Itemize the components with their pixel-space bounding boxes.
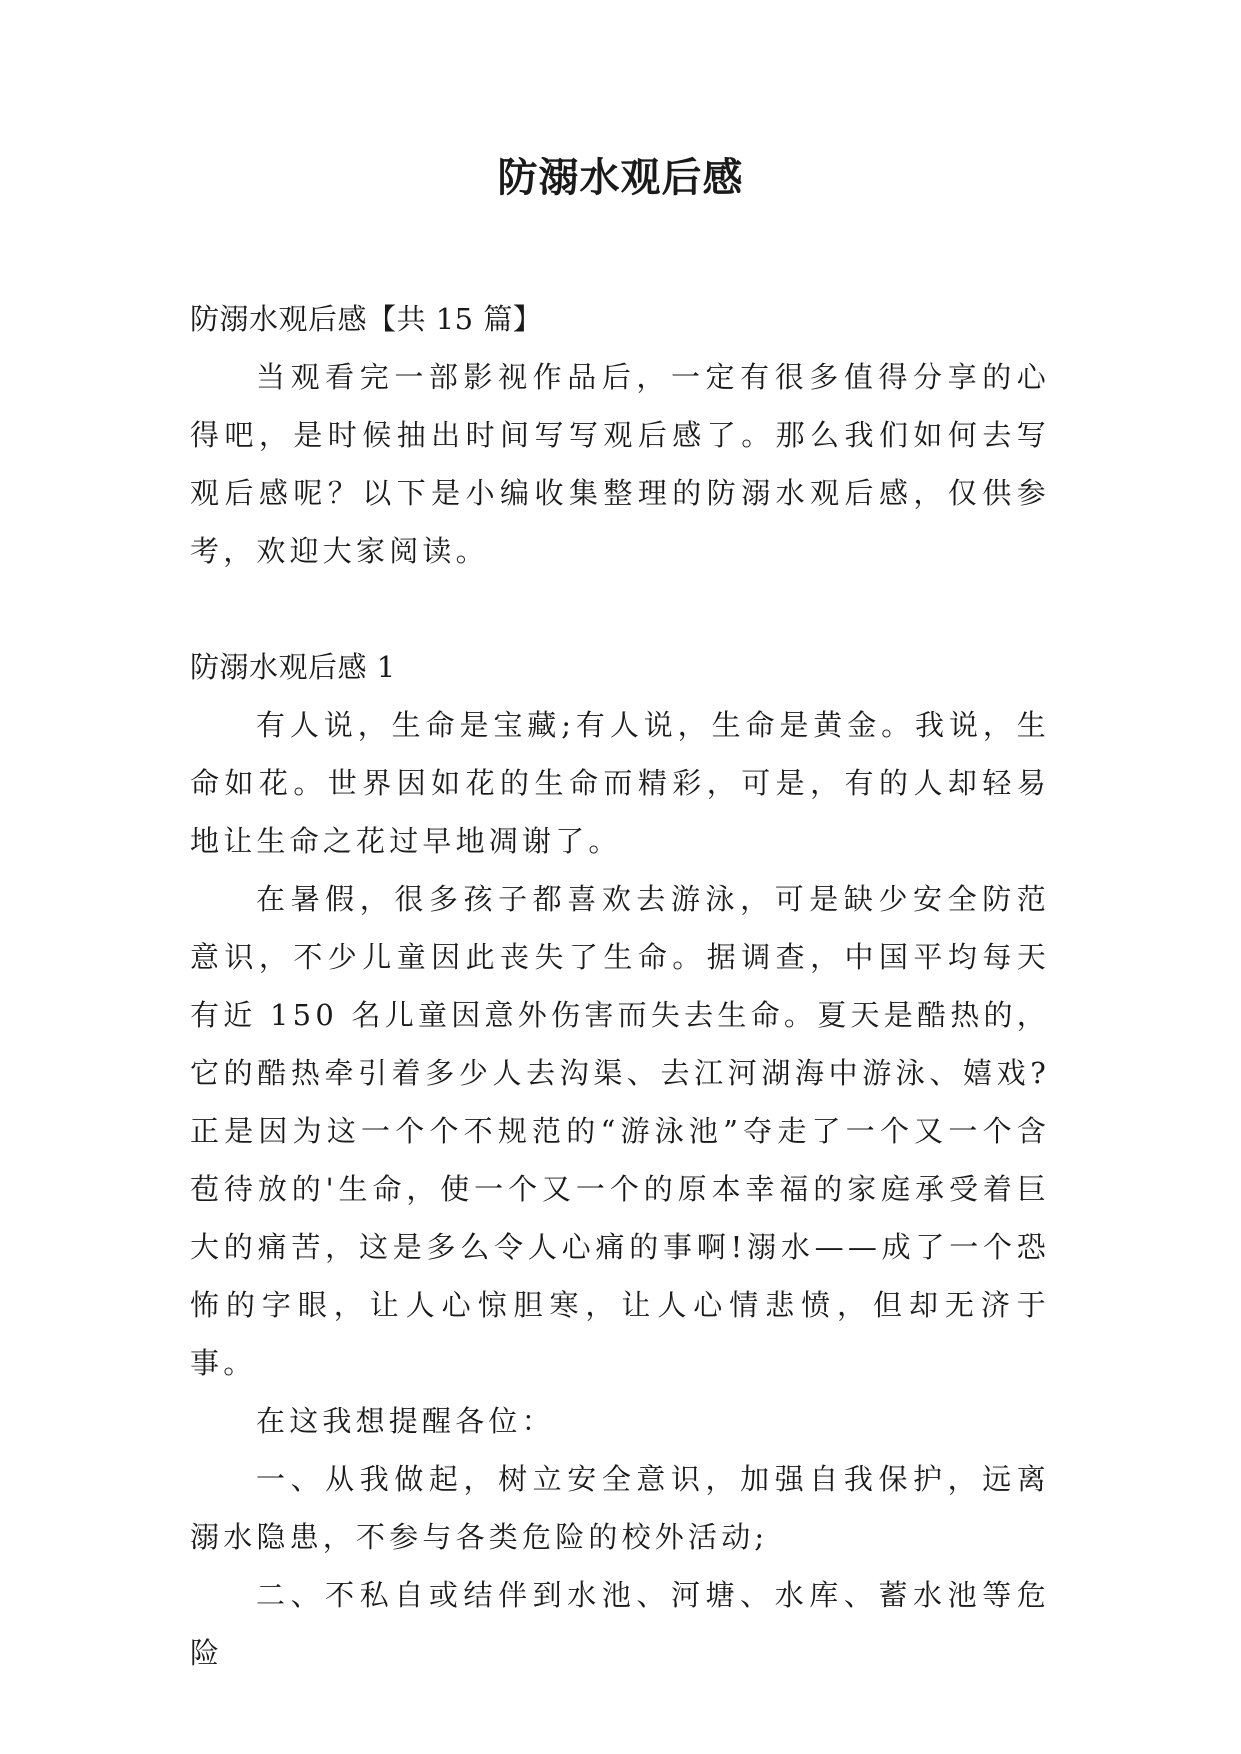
body-paragraph: 在这我想提醒各位：	[256, 1404, 555, 1438]
section-spacer	[190, 580, 1050, 638]
intro-paragraph: 当观看完一部影视作品后，一定有很多值得分享的心得吧，是时候抽出时间写写观后感了。那么我们如何去写观后感呢？以下是小编收集整理的防溺水观后感，仅供参考，欢迎大家阅读。	[190, 360, 1050, 568]
section-heading: 防溺水观后感 1	[190, 650, 396, 684]
document-subtitle: 防溺水观后感【共 15 篇】	[190, 302, 543, 336]
body-paragraph: 在暑假，很多孩子都喜欢去游泳，可是缺少安全防范意识，不少儿童因此丧失了生命。据调查，中国平均每天有近 150 名儿童因意外伤害而失去生命。夏天是酷热的，它的酷热牵引着多少人去沟渠、去江河湖海中游泳、嬉戏?正是因为这一个个不规范的“游泳池”夺走了一个又一个含苞待放的'生命，使一个又一个的原本幸福的家庭承受着巨大的痛苦，这是多么令人心痛的事啊!溺水——成了一个恐怖的字眼，让人心惊胆寒，让人心情悲愤，但却无济于事。	[190, 882, 1050, 1380]
body-paragraph: 有人说，生命是宝藏;有人说，生命是黄金。我说，生命如花。世界因如花的生命而精彩，可是，有的人却轻易地让生命之花过早地凋谢了。	[190, 708, 1050, 858]
document-title: 防溺水观后感	[497, 154, 744, 201]
body-paragraph: 二、不私自或结伴到水池、河塘、水库、蓄水池等危险	[190, 1578, 1050, 1670]
document-body	[190, 290, 1050, 1682]
body-paragraph: 一、从我做起，树立安全意识，加强自我保护，远离溺水隐患，不参与各类危险的校外活动;	[190, 1462, 1050, 1554]
